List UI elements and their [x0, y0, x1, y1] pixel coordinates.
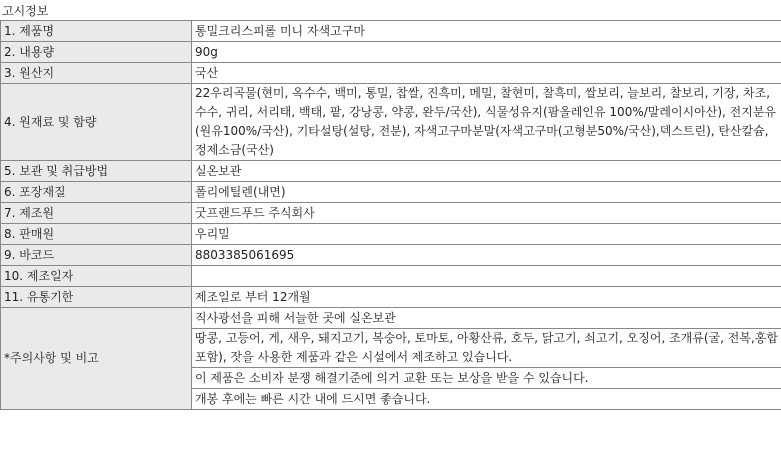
row-label: 4. 원재료 및 함량: [1, 84, 192, 161]
notes-line: 땅콩, 고등어, 게, 새우, 돼지고기, 복숭아, 토마토, 아황산류, 호두, 닭고기, 쇠고기, 오징어, 조개류(굴, 전복,홍합 포함), 잣을 사용한 제품과 같은 시설에서 제조하고 있습니다.: [192, 329, 781, 368]
row-label: 11. 유통기한: [1, 287, 192, 308]
notes-label: *주의사항 및 비고: [1, 308, 192, 410]
row-label: 10. 제조일자: [1, 266, 192, 287]
row-label: 1. 제품명: [1, 21, 192, 42]
table-row-ingredients: [1, 84, 781, 161]
row-value: 90g: [192, 42, 781, 63]
row-label: 6. 포장재질: [1, 182, 192, 203]
row-value: 국산: [192, 63, 781, 84]
table-row-notes: [1, 308, 781, 329]
row-value: 통밀크리스피롤 미니 자색고구마: [192, 21, 781, 42]
row-value: 폴리에틸렌(내면): [192, 182, 781, 203]
row-value: 제조일로 부터 12개월: [192, 287, 781, 308]
section-caption: 고시정보: [2, 4, 49, 18]
table-row-storage: [1, 161, 781, 182]
row-label: 3. 원산지: [1, 63, 192, 84]
row-label: 8. 판매원: [1, 224, 192, 245]
table-row-product-name: [1, 21, 781, 42]
table-row-origin: [1, 63, 781, 84]
table-row-manufacturer: [1, 203, 781, 224]
row-value: 우리밀: [192, 224, 781, 245]
row-value: [192, 266, 781, 287]
row-value: 22우리곡물(현미, 옥수수, 백미, 통밀, 찹쌀, 진흑미, 메밀, 찰현미, 찰흑미, 쌀보리, 늘보리, 찰보리, 기장, 차조, 수수, 귀리, 서리태, 백태, 팥, 강낭콩, 약콩, 완두/국산), 식물성유지(팜올레인유 100%/말레이시아산), 전지분유(원유100%/국산), 기타설탕(설탕, 전분), 자색고구마분말(자색고구마(고형분50%/국산),덱스트린), 탄산칼슘, 정제소금(국산): [192, 84, 781, 161]
table-row-net-content: [1, 42, 781, 63]
row-value: 실온보관: [192, 161, 781, 182]
table-row-expiration: [1, 287, 781, 308]
table-row-seller: [1, 224, 781, 245]
row-label: 9. 바코드: [1, 245, 192, 266]
table-row-barcode: [1, 245, 781, 266]
row-label: 2. 내용량: [1, 42, 192, 63]
row-value: 8803385061695: [192, 245, 781, 266]
notes-line: 직사광선을 피해 서늘한 곳에 실온보관: [192, 308, 781, 329]
row-label: 5. 보관 및 취급방법: [1, 161, 192, 182]
product-info-table: [0, 20, 781, 410]
notes-line: 이 제품은 소비자 분쟁 해결기준에 의거 교환 또는 보상을 받을 수 있습니다.: [192, 368, 781, 389]
row-value: 굿프랜드푸드 주식회사: [192, 203, 781, 224]
notes-line: 개봉 후에는 빠른 시간 내에 드시면 좋습니다.: [192, 389, 781, 410]
table-row-packaging: [1, 182, 781, 203]
table-row-manufacture-date: [1, 266, 781, 287]
row-label: 7. 제조원: [1, 203, 192, 224]
